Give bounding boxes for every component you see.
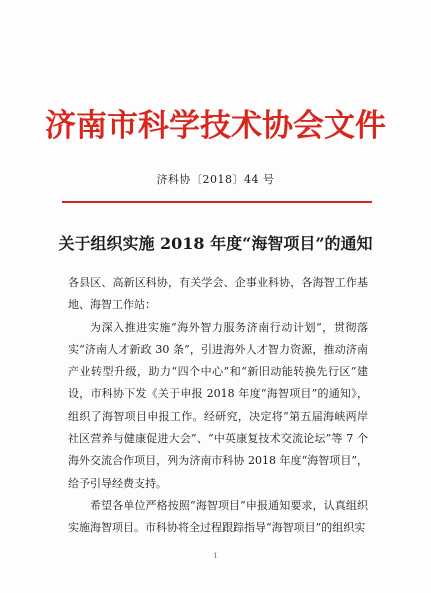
red-divider [62, 201, 372, 203]
masthead-title: 济南市科学技术协会文件 [45, 108, 386, 144]
body-paragraph-2: 希望各单位严格按照“海智项目”申报通知要求，认真组织实施海智项目。市科协将全过程跟踪指导“海智项目”的组织实 [68, 498, 368, 535]
document-number: 济科协〔2018〕44 号 [156, 173, 275, 186]
page-number: 1 [213, 552, 218, 560]
notice-body [68, 272, 368, 540]
addressee: 各县区、高新区科协，有关学会、企事业科协，各海智工作基地、海智工作站： [68, 276, 368, 312]
body-paragraph-1: 为深入推进实施“海外智力服务济南行动计划”，贯彻落实“济南人才新政 30 条”，引进海外人才智力资源，推动济南产业转型升级，助力“四个中心”和“新旧动能转换先行区”建设，市科协下发《关于申报 2018 年度“海智项目”的通知》，组织了海智项目申报工作。经研究，决定将“第五届海峡两岸社区营养与健康促进大会”、“中英康复技术交流论坛”等 7 个海外交流合作项目，列为济南市科协 2018 年度“海智项目”，给予引导经费支持。 [68, 320, 368, 490]
notice-title: 关于组织实施 2018 年度“海智项目”的通知 [58, 234, 373, 253]
